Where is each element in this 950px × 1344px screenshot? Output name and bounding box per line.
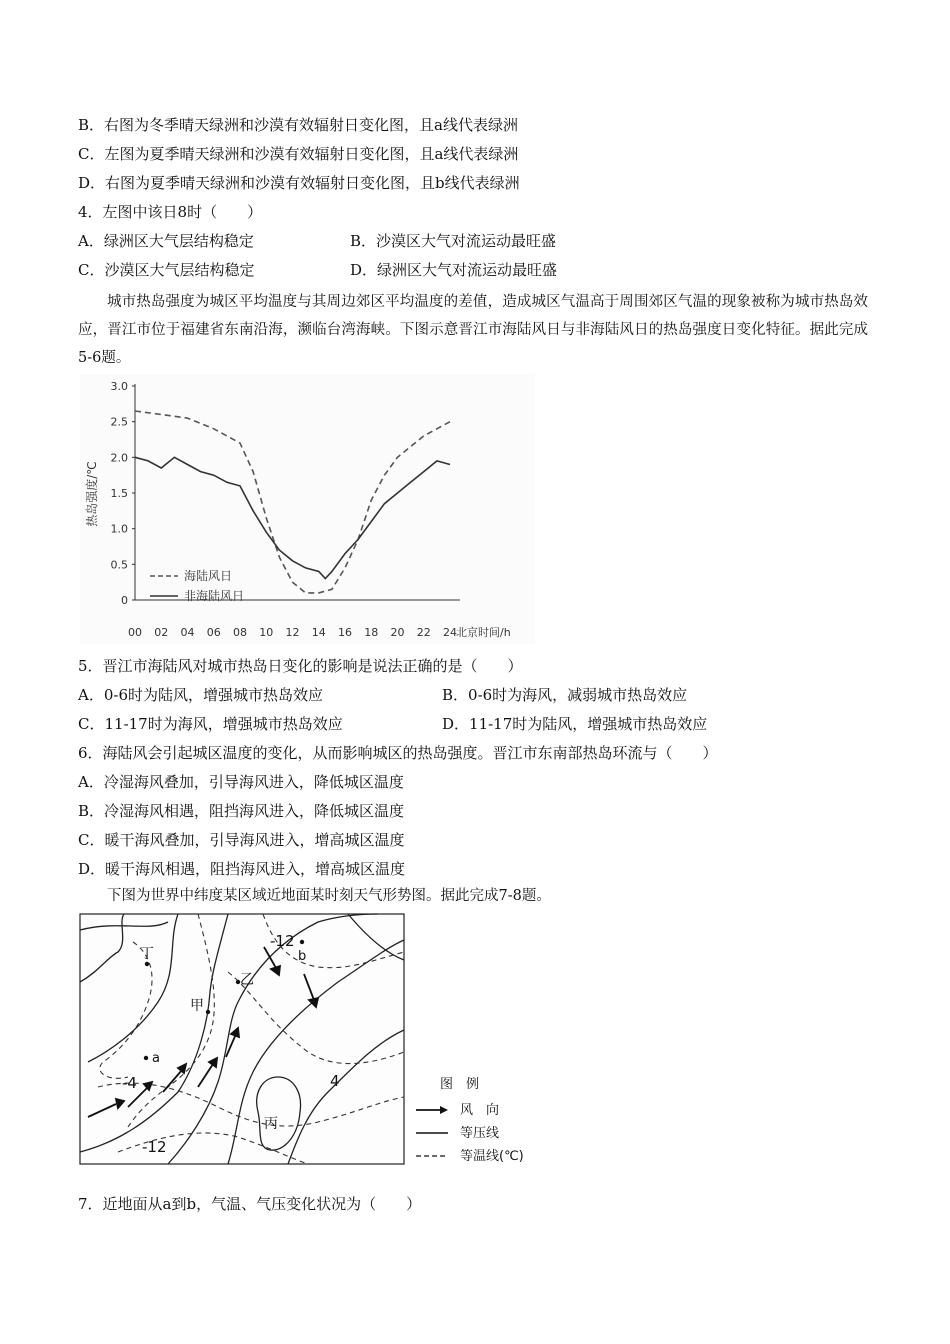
y-tick-label: 0: [121, 594, 128, 607]
x-tick-label: 22: [416, 626, 431, 639]
q5-option-d: D．11-17时为陆风，增强城市热岛效应: [442, 715, 708, 733]
x-tick-label: 14: [311, 626, 326, 639]
weather-map: [78, 912, 538, 1167]
y-tick-label: 2.0: [110, 451, 128, 465]
place-yi: 乙: [240, 972, 254, 988]
q4-option-a: A．绿洲区大气层结构稳定: [78, 232, 254, 250]
heat-island-chart: [80, 374, 535, 644]
legend-title: 图 例: [440, 1077, 480, 1092]
point-a: a: [152, 1051, 160, 1066]
x-tick-label: 04: [180, 626, 195, 639]
q3-option-b: B．右图为冬季晴天绿洲和沙漠有效辐射日变化图，且a线代表绿洲: [78, 116, 518, 134]
q6-stem: 6．海陆风会引起城区温度的变化，从而影响城区的热岛强度。晋江市东南部热岛环流与（ ）: [78, 744, 718, 762]
q4-option-b: B．沙漠区大气对流运动最旺盛: [350, 232, 557, 250]
point-b: b: [298, 949, 307, 964]
legend-non-sea-land: 非海陆风日: [184, 589, 245, 603]
passage-weather-map: 下图为世界中纬度某区域近地面某时刻天气形势图。据此完成7-8题。: [107, 888, 551, 904]
y-tick-label: 0.5: [110, 558, 128, 572]
y-tick-label: 2.5: [110, 415, 128, 429]
q5-option-b: B．0-6时为海风，减弱城市热岛效应: [442, 686, 688, 704]
isotherm-label-neg12-top: -12: [270, 932, 295, 950]
legend-isotherm: 等温线(℃): [460, 1149, 524, 1164]
map-legend: [416, 1077, 524, 1164]
q6-option-a: A．冷湿海风叠加，引导海风进入，降低城区温度: [78, 773, 404, 791]
y-axis-label: 热岛强度/℃: [85, 461, 99, 527]
isotherm-label-neg4: -4: [122, 1074, 137, 1092]
legend-arrow-icon: [440, 1106, 448, 1114]
isotherm-label-4: 4: [330, 1072, 340, 1090]
x-tick-label: 08: [233, 626, 247, 639]
x-tick-label: 16: [338, 626, 352, 639]
y-tick-label: 3.0: [110, 380, 128, 393]
place-jia: 甲: [190, 998, 204, 1014]
q5-stem: 5．晋江市海陆风对城市热岛日变化的影响是说法正确的是（ ）: [78, 657, 523, 675]
y-tick-label: 1.0: [110, 522, 128, 536]
place-ding: 丁: [140, 946, 154, 962]
q4-stem: 4．左图中该日8时（ ）: [78, 203, 263, 221]
q4-option-c: C．沙漠区大气层结构稳定: [78, 261, 255, 279]
x-tick-label: 18: [364, 626, 379, 639]
q5-option-c: C．11-17时为海风，增强城市热岛效应: [78, 715, 343, 733]
y-tick-label: 1.5: [110, 487, 128, 500]
q7-stem: 7．近地面从a到b，气温、气压变化状况为（ ）: [78, 1195, 422, 1213]
q3-option-c: C．左图为夏季晴天绿洲和沙漠有效辐射日变化图，且a线代表绿洲: [78, 145, 519, 163]
legend-sea-land: 海陆风日: [184, 569, 233, 583]
q6-option-d: D．暖干海风相遇，阻挡海风进入，增高城区温度: [78, 860, 406, 878]
legend-isobar: 等压线: [460, 1126, 500, 1141]
x-tick-label: 20: [390, 626, 405, 639]
place-bing: 丙: [264, 1116, 278, 1132]
q3-option-d: D．右图为夏季晴天绿洲和沙漠有效辐射日变化图，且b线代表绿洲: [78, 174, 520, 192]
isotherm-label-neg12-bottom: -12: [142, 1138, 167, 1156]
q4-option-d: D．绿洲区大气对流运动最旺盛: [350, 261, 558, 279]
x-tick-label: 02: [154, 626, 169, 639]
x-tick-label: 12: [285, 626, 300, 639]
x-tick-label: 24: [443, 626, 457, 639]
x-tick-label: 00: [128, 626, 142, 639]
q6-option-c: C．暖干海风叠加，引导海风进入，增高城区温度: [78, 831, 405, 849]
legend-wind: 风 向: [460, 1103, 500, 1118]
q5-option-a: A．0-6时为陆风，增强城市热岛效应: [78, 686, 323, 704]
passage-heat-island: 城市热岛强度为城区平均温度与其周边郊区平均温度的差值，造成城区气温高于周围郊区气温的现象被称为城市热岛效应，晋江市位于福建省东南沿海，濒临台湾海峡。下图示意晋江市海陆风日与非海陆风日的热岛强度日变化特征。据此完成5-6题。: [78, 294, 868, 366]
x-tick-label: 06: [206, 626, 221, 639]
x-axis-label: 北京时间/h: [456, 626, 511, 639]
q6-option-b: B．冷湿海风相遇，阻挡海风进入，降低城区温度: [78, 802, 405, 820]
x-tick-label: 10: [259, 626, 274, 639]
